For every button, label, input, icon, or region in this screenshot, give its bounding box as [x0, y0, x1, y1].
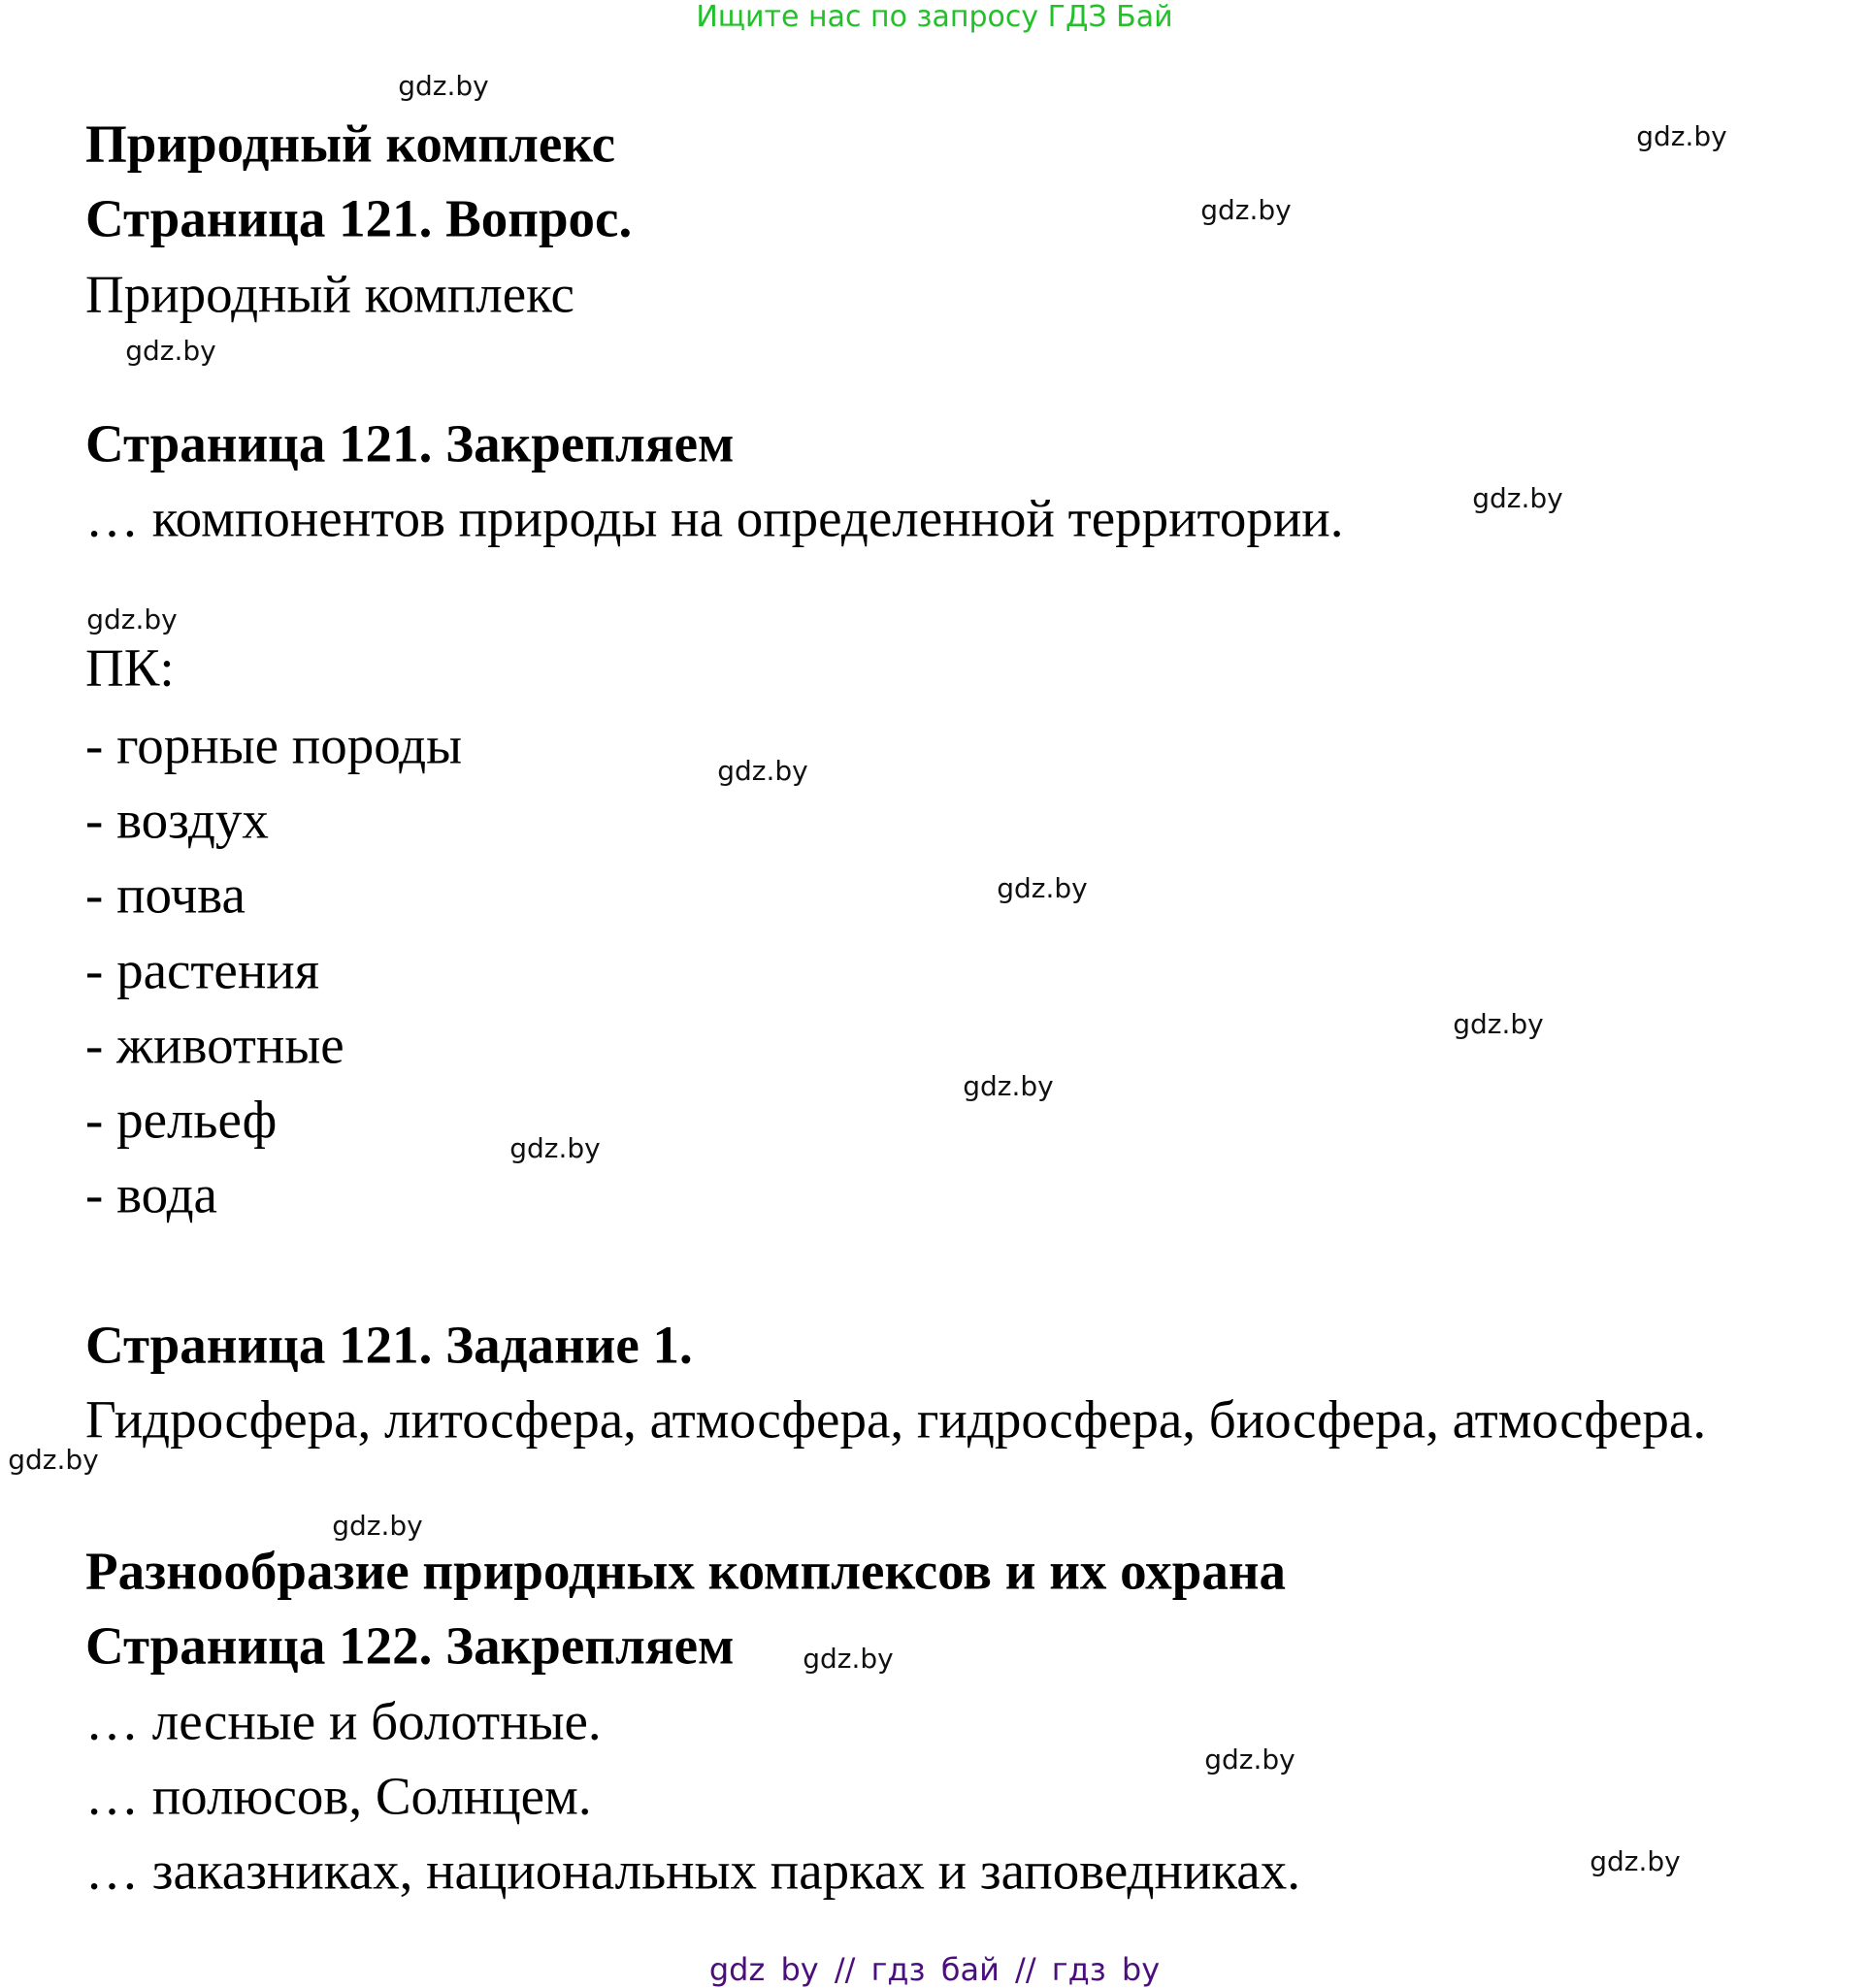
- watermark: gdz.by: [332, 1510, 423, 1542]
- answer-page122-line: … заказниках, национальных парках и заповедниках.: [85, 1841, 1300, 1901]
- heading-page121-question: Страница 121. Вопрос.: [85, 188, 633, 248]
- pk-label: ПК:: [85, 637, 175, 698]
- watermark: gdz.by: [1453, 1008, 1544, 1040]
- section-title-diversity: Разнообразие природных комплексов и их охрана: [85, 1541, 1287, 1601]
- watermark: gdz.by: [803, 1643, 894, 1675]
- watermark: gdz.by: [963, 1070, 1054, 1102]
- watermark: gdz.by: [1472, 482, 1563, 514]
- watermark: gdz.by: [1200, 194, 1292, 226]
- search-hint-banner: Ищите нас по запросу ГДЗ Бай: [696, 0, 1173, 34]
- pk-list-item: - рельеф: [85, 1090, 278, 1150]
- answer-page121-fix: … компонентов природы на определенной территории.: [85, 488, 1344, 548]
- heading-page122-fix: Страница 122. Закрепляем: [85, 1615, 735, 1676]
- pk-list-item: - воздух: [85, 790, 269, 850]
- watermark: gdz.by: [1636, 120, 1727, 152]
- watermark: gdz.by: [125, 335, 216, 367]
- pk-list-item: - почва: [85, 864, 246, 925]
- answer-page122-line: … полюсов, Солнцем.: [85, 1766, 592, 1826]
- watermark: gdz.by: [86, 603, 178, 636]
- section-title-natural-complex: Природный комплекс: [85, 114, 616, 174]
- watermark: gdz.by: [8, 1444, 99, 1476]
- watermark: gdz.by: [997, 872, 1088, 904]
- watermark: gdz.by: [509, 1132, 601, 1164]
- heading-page121-task1: Страница 121. Задание 1.: [85, 1315, 693, 1375]
- watermark: gdz.by: [398, 70, 489, 102]
- heading-page121-fix: Страница 121. Закрепляем: [85, 413, 735, 473]
- pk-list-item: - растения: [85, 940, 320, 1000]
- watermark: gdz.by: [717, 755, 808, 787]
- pk-list-item: - вода: [85, 1164, 217, 1224]
- footer-links: gdz by // гдз бай // гдз by: [708, 1951, 1161, 1988]
- answer-page122-line: … лесные и болотные.: [85, 1691, 602, 1751]
- pk-list-item: - животные: [85, 1015, 344, 1075]
- watermark: gdz.by: [1204, 1744, 1295, 1776]
- pk-list-item: - горные породы: [85, 715, 463, 775]
- answer-page121-task1: Гидросфера, литосфера, атмосфера, гидросфера, биосфера, атмосфера.: [85, 1389, 1707, 1450]
- watermark: gdz.by: [1590, 1845, 1681, 1877]
- answer-page121-question: Природный комплекс: [85, 264, 574, 324]
